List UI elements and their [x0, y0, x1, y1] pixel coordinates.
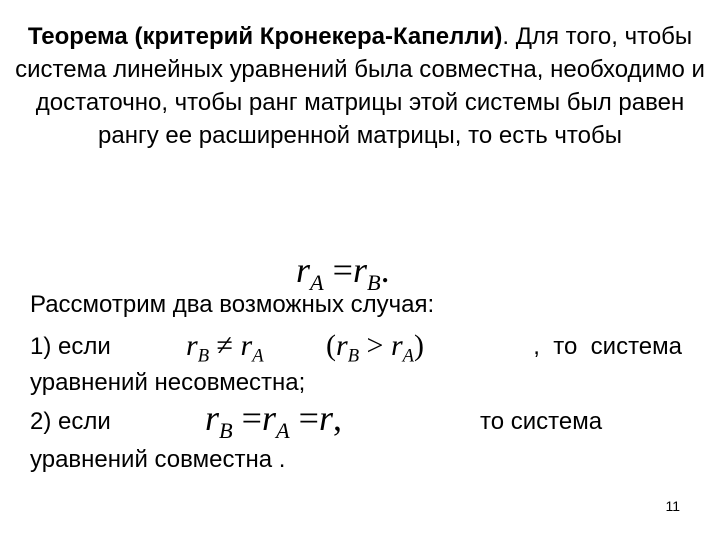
- case2-r-a: $r_A$: [261, 398, 290, 443]
- case2-comma: ,: [332, 398, 342, 438]
- theorem-title-period: .: [502, 23, 510, 50]
- page-number: 11: [665, 498, 680, 514]
- case1-r-a: $r_A$: [240, 329, 264, 367]
- case1-paren-r-b: $r_B$: [336, 329, 360, 367]
- cases-intro: Рассмотрим два возможных случая:: [30, 291, 435, 318]
- case1-formula: [186, 328, 264, 367]
- formula-period: .: [380, 250, 390, 290]
- case2-equals-1: =: [241, 398, 262, 438]
- case2-formula: [205, 398, 342, 443]
- formula-r-b: $r_B$: [352, 250, 381, 295]
- case1-r-b: $r_B$: [186, 329, 210, 367]
- case1-prefix: 1) если: [30, 333, 111, 360]
- main-formula: [296, 250, 390, 295]
- case2-suffix: то система: [480, 408, 603, 435]
- case1-left-paren: (: [326, 329, 336, 362]
- case2-equals-2: =: [298, 398, 319, 438]
- theorem-paragraph: [14, 20, 706, 152]
- case1-not-equal: ≠: [216, 329, 234, 362]
- case2-r: r: [318, 398, 333, 438]
- case2-line2: уравнений совместна .: [30, 446, 286, 473]
- case2-r-b: $r_B$: [205, 398, 233, 443]
- theorem-text: Для того, чтобы система линейных уравнений была совместна, необходимо и достаточно, чтобы ранг матрицы этой системы был равен рангу ее расширенной матрицы, то есть чтобы: [15, 23, 705, 149]
- case1-line2: уравнений несовместна;: [30, 369, 306, 396]
- case2-prefix: 2) если: [30, 408, 111, 435]
- case1-suffix: , то система: [533, 333, 682, 360]
- theorem-title: Теорема (критерий Кронекера-Капелли): [27, 23, 503, 50]
- case1-paren-formula: [326, 328, 425, 367]
- case1-paren-r-a: $r_A$: [390, 329, 415, 367]
- case1-right-paren: ): [414, 329, 425, 362]
- case1-greater: >: [366, 329, 384, 362]
- formula-equals: =: [332, 250, 353, 290]
- formula-r-a: $r_A$: [296, 250, 324, 295]
